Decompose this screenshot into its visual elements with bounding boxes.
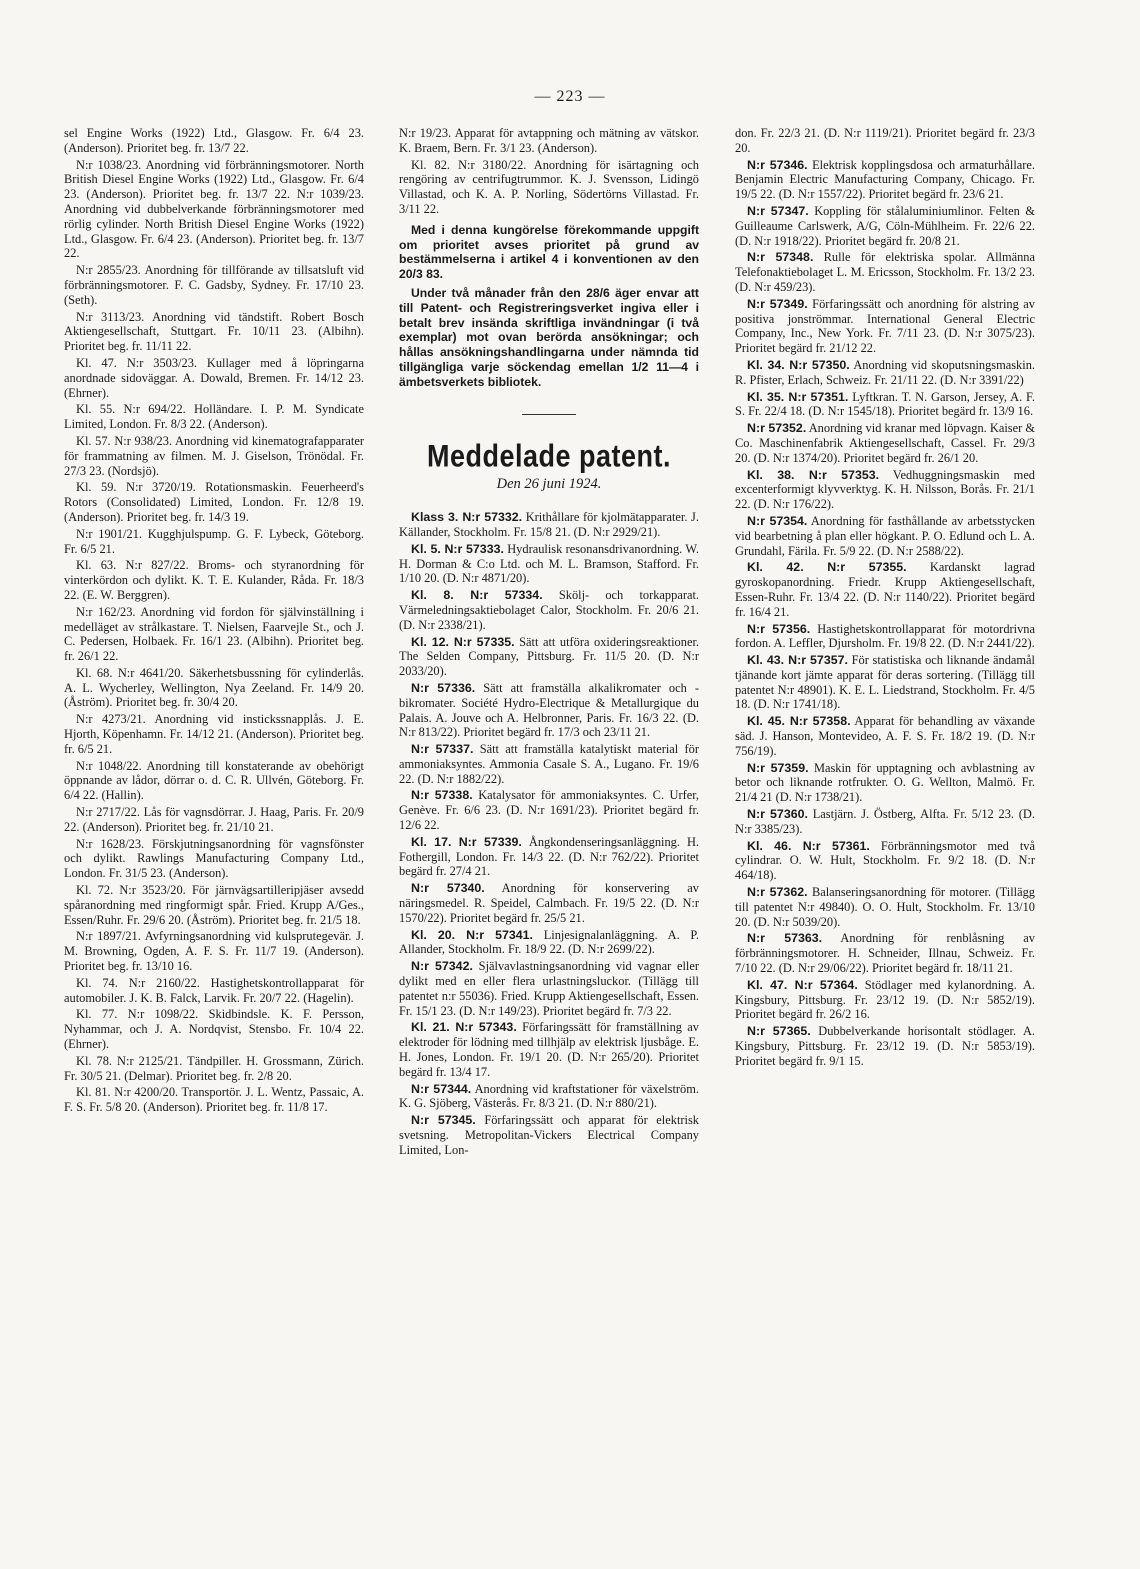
patent-number: Kl. 8. N:r 57334. bbox=[411, 588, 543, 603]
patent-entry bbox=[399, 881, 699, 925]
application-entry: Kl. 78. N:r 2125/21. Tändpiller. H. Grossmann, Zürich. Fr. 30/5 21. (Delmar). Prioritet beg. fr. 2/8 20. bbox=[64, 1053, 364, 1083]
patent-entry bbox=[399, 742, 699, 786]
application-entry: Kl. 59. N:r 3720/19. Rotationsmaskin. Feuerheerd's Rotors (Consolidated) Limited, London. Fr. 12/8 19. (Anderson). Prioritet beg. fr. 14/3 19. bbox=[64, 480, 364, 524]
column-left bbox=[64, 126, 364, 1117]
patent-number: Kl. 45. N:r 57358. bbox=[747, 714, 851, 729]
patent-entry bbox=[735, 807, 1035, 837]
patent-number: N:r 57340. bbox=[411, 881, 485, 896]
patent-description: Stödlager med kylanordning. A. Kingsbury, Pittsburg. Fr. 23/12 19. (D. N:r 5852/19). Prioritet begärd fr. 26/2 16. bbox=[735, 977, 1035, 1022]
application-entry: N:r 2855/23. Anordning för tillförande av tillsatsluft vid förbränningsmotorer. F. C. Gadsby, Sydney. Fr. 17/10 23. (Seth). bbox=[64, 263, 364, 307]
patent-entry bbox=[735, 931, 1035, 975]
patent-description: Apparat för behandling av växande säd. J. Hanson, Montevideo, A. F. S. Fr. 18/2 19. (D. N:r 756/19). bbox=[735, 714, 1036, 758]
patent-description: Lyftkran. T. N. Garson, Jersey, A. F. S. Fr. 22/4 18. (D. N:r 1545/18). Prioritet begärd fr. 13/9 16. bbox=[735, 389, 1035, 419]
patent-description: Sätt att framställa alkalikromater och -bikromater. Société Hydro-Electrique & Metallurgique du Palais. A. Jouve och A. Helbronner, Paris. Fr. 16/3 22. (D. N:r 813/22). Prioritet begärd fr. 17/3 och 23/11 21. bbox=[399, 680, 699, 740]
patent-description: Krithållare för kjolmätapparater. J. Källander, Stockholm. Fr. 15/8 21. (D. N:r 2929/21). bbox=[399, 510, 699, 539]
patent-description: Anordning vid skoputsningsmaskin. R. Pfister, Erlach, Schweiz. Fr. 21/11 22. (D. N:r 3391/22) bbox=[735, 357, 1035, 387]
patent-description: Anordning för konservering av näringsmedel. R. Speidel, Calmbach. Fr. 19/5 22. (D. N:r 1570/22). Prioritet begärd fr. 25/5 21. bbox=[399, 881, 699, 925]
patent-entry bbox=[735, 204, 1035, 248]
patent-list-middle bbox=[399, 510, 699, 1157]
patent-number: Klass 3. N:r 57332. bbox=[411, 510, 523, 525]
patent-number: N:r 57338. bbox=[411, 788, 473, 803]
patent-entry bbox=[735, 158, 1035, 202]
patent-description: Förfaringssätt för framställning av elektroder för lödning med tillhjälp av elektrisk ljusbåge. E. H. Jones, London. Fr. 19/1 20. (D. N:r 265/20). Prioritet begärd fr. 13/4 17. bbox=[399, 1020, 699, 1079]
patent-number: Kl. 42. N:r 57355. bbox=[747, 560, 907, 575]
patent-description: Ångkondenseringsanläggning. H. Fothergill, London. Fr. 14/3 22. (D. N:r 762/22). Prioritet begärd fr. 27/4 21. bbox=[399, 834, 699, 879]
patent-number: N:r 57337. bbox=[411, 742, 474, 757]
notice-paragraph: Under två månader från den 28/6 äger envar att till Patent- och Registreringsverket ingiva eller i betalt brev insända skriftliga invändningar (i två exemplar) mot ovan berörda ansökningar; och hållas ansökningshandlingarna under nämnda tid tillgängliga varje söckendag emellan 1/2 11—4 i ämbetsverkets bibliotek. bbox=[399, 285, 699, 389]
application-entry: Kl. 82. N:r 3180/22. Anordning för isärtagning och rengöring av centrifugtrummor. K. J. Svensson, Lidingö Villastad, och K. A. P. Norling, Södertörns Villastad. Fr. 3/11 22. bbox=[399, 157, 699, 216]
application-entry: N:r 1048/22. Anordning till konstaterande av obehörigt öppnande av lådor, dörrar o. d. C. R. Ullvén, Göteborg. Fr. 6/4 22. (Hallin). bbox=[64, 758, 364, 803]
application-entry: N:r 3113/23. Anordning vid tändstift. Robert Bosch Aktiengesellschaft, Stuttgart. Fr. 10/11 23. (Albihn). Prioritet beg. fr. 11/11 22. bbox=[64, 309, 364, 354]
patent-description: Dubbelverkande horisontalt stödlager. A. Kingsbury, Pittsburg. Fr. 23/12 19. (D. N:r 5853/19). Prioritet begärd fr. 9/1 15. bbox=[735, 1024, 1035, 1068]
patent-description: Skölj- och torkapparat. Värmeledningsaktiebolaget Calor, Stockholm. Fr. 20/6 21. (D. N:r 2338/21). bbox=[399, 588, 699, 632]
section-title: Meddelade patent. bbox=[426, 438, 672, 473]
patent-entry bbox=[399, 588, 699, 632]
patent-entry bbox=[399, 1020, 699, 1079]
patent-entry bbox=[735, 978, 1035, 1022]
patent-number: N:r 57363. bbox=[747, 931, 823, 946]
patent-description: Linjesignalanläggning. A. P. Allander, Stockholm. Fr. 18/9 22. (D. N:r 2699/22). bbox=[399, 927, 699, 957]
patent-entry bbox=[735, 297, 1035, 356]
patent-number: Kl. 46. N:r 57361. bbox=[747, 838, 870, 853]
patent-description: Hydraulisk resonansdrivanordning. W. H. Dorman & C:o Ltd. och M. L. Bramson, Stafford. Fr. 1/10 20. (D. N:r 4871/20). bbox=[399, 541, 699, 586]
patent-number: N:r 57362. bbox=[747, 885, 808, 900]
patent-number: N:r 57359. bbox=[747, 760, 809, 775]
application-entry: N:r 1901/21. Kugghjulspump. G. F. Lybeck, Göteborg. Fr. 6/5 21. bbox=[64, 526, 364, 556]
patent-entry bbox=[735, 1024, 1035, 1068]
patent-entry bbox=[735, 885, 1035, 929]
patent-entry bbox=[399, 1113, 699, 1157]
column-middle bbox=[399, 126, 699, 1160]
patent-entry bbox=[399, 959, 699, 1018]
section-date: Den 26 juni 1924. bbox=[496, 476, 602, 493]
patent-number: N:r 57347. bbox=[747, 203, 809, 218]
page-number: — 223 — bbox=[534, 88, 606, 105]
patent-number: Kl. 38. N:r 57353. bbox=[747, 467, 880, 482]
patent-entry bbox=[735, 468, 1035, 512]
application-entry: Kl. 55. N:r 694/22. Holländare. I. P. M. Syndicate Limited, London. Fr. 8/3 22. (Anderson). bbox=[64, 402, 364, 432]
patent-description: Sätt att framställa katalytiskt material för ammoniaksyntes. Ammonia Casale S. A., Lugano. Fr. 19/6 22. (D. N:r 1882/22). bbox=[399, 742, 699, 786]
patent-entry bbox=[735, 421, 1035, 465]
patent-entry bbox=[735, 761, 1035, 805]
patent-number: Kl. 17. N:r 57339. bbox=[411, 834, 522, 849]
patent-description: Anordning vid kraftstationer för växelström. K. G. Sjöberg, Västerås. Fr. 8/3 21. (D. N:r 880/21). bbox=[399, 1081, 699, 1111]
application-entry: Kl. 68. N:r 4641/20. Säkerhetsbussning för cylinderlås. A. L. Wycherley, Wellington, Nya Zeeland. Fr. 14/9 20. (Åström). Prioritet beg. fr. 30/4 20. bbox=[64, 665, 364, 710]
application-entry: Kl. 57. N:r 938/23. Anordning vid kinematografapparater för frammatning av filmen. M. J. Giselson, Trönödal. Fr. 27/3 23. (Nordsjö). bbox=[64, 433, 364, 478]
patent-entry bbox=[735, 358, 1035, 388]
patent-description: För statistiska och liknande ändamål tjänande kort jämte apparat för deras sortering. (Tillägg till patentet N:r 48901). K. E. L. Liedstrand, Stockholm. Fr. 4/5 18. (D. N:r 1741/18). bbox=[735, 653, 1035, 712]
patent-entry bbox=[735, 514, 1035, 558]
patent-number: N:r 57345. bbox=[411, 1113, 476, 1128]
patent-number: Kl. 47. N:r 57364. bbox=[747, 977, 858, 992]
patent-entry bbox=[735, 714, 1035, 758]
patent-number: N:r 57336. bbox=[411, 680, 476, 695]
patent-entry bbox=[735, 560, 1035, 619]
patent-description: Anordning vid kranar med löpvagn. Kaiser & Co. Maschinenfabrik Aktiengesellschaft, Cassel. Fr. 29/3 20. (D. N:r 1374/20). Prioritet begärd fr. 26/1 20. bbox=[735, 421, 1035, 465]
patent-description: Anordning för renblåsning av förbränningsmotorer. H. Schneider, Illnau, Schweiz. Fr. 7/10 22. (D. N:r 29/06/22). Prioritet begärd fr. 18/11 21. bbox=[735, 931, 1035, 976]
application-entry: Kl. 77. N:r 1098/22. Skidbindsle. K. F. Persson, Nyhammar, och J. A. Nordqvist, Stensbo. Fr. 10/4 22. (Ehrner). bbox=[64, 1007, 364, 1052]
application-entry: N:r 162/23. Anordning vid fordon för självinställning i medelläget av strålkastare. T. Nielsen, Faarvejle St., och J. C. Pedersen, Holbaek. Fr. 16/1 23. (Albihn). Prioritet beg. fr. 26/1 22. bbox=[64, 604, 364, 664]
patent-number: N:r 57352. bbox=[747, 421, 807, 436]
divider-rule bbox=[522, 414, 576, 415]
patent-entry bbox=[399, 510, 699, 540]
notice-block bbox=[399, 223, 699, 390]
patent-number: N:r 57356. bbox=[747, 621, 811, 636]
notice-paragraph: Med i denna kungörelse förekommande uppgift om prioritet avses prioritet på grund av bestämmelserna i artikel 4 i konventionen av den 20/3 83. bbox=[399, 222, 699, 282]
patent-description: Kardanskt lagrad gyroskopanordning. Friedr. Krupp Aktiengesellschaft, Essen-Ruhr. Fr. 13/4 22. (D. N:r 1140/22). Prioritet begärd fr. 16/4 21. bbox=[735, 560, 1035, 619]
application-entry: Kl. 81. N:r 4200/20. Transportör. J. L. Wentz, Passaic, A. F. S. Fr. 5/8 20. (Anderson). Prioritet beg. fr. 11/8 17. bbox=[64, 1085, 364, 1115]
patent-number: N:r 57346. bbox=[747, 157, 808, 172]
application-entry: Kl. 47. N:r 3503/23. Kullager med å löpringarna anordnade sidoväggar. A. Dowald, Bremen. Fr. 14/12 23. (Ehrner). bbox=[64, 355, 364, 400]
patent-description: Sätt att utföra oxideringsreaktioner. The Selden Company, Pittsburg. Fr. 11/5 20. (D. N:r 2033/20). bbox=[399, 634, 699, 679]
patent-description: Maskin för upptagning och avblastning av betor och liknande rotfrukter. O. G. Wellton, Malmö. Fr. 21/4 21 (D. N:r 1738/21). bbox=[735, 760, 1035, 805]
patent-entry bbox=[735, 390, 1035, 420]
patent-entry bbox=[735, 839, 1035, 883]
patent-description: Rulle för elektriska spolar. Allmänna Telefonaktiebolaget L. M. Ericsson, Stockholm. Fr. 13/2 23. (D. N:r 459/23). bbox=[735, 250, 1035, 294]
patent-number: N:r 57348. bbox=[747, 250, 814, 265]
application-entry: N:r 1897/21. Avfyrningsanordning vid kulsprutegevär. J. M. Browning, Ogden, A. F. S. Fr. 11/7 19. (Anderson). Prioritet beg. fr. 13/10 16. bbox=[64, 929, 364, 974]
patent-entry bbox=[399, 1082, 699, 1112]
patent-description: Förfaringssätt och apparat för elektrisk svetsning. Metropolitan-Vickers Electrical Company Limited, Lon- bbox=[399, 1113, 699, 1157]
application-entry: N:r 1628/23. Förskjutningsanordning för vagnsfönster och dylikt. Rawlings Manufacturing Company Ltd., London. Fr. 31/5 23. (Anderson). bbox=[64, 836, 364, 881]
patent-entry bbox=[399, 928, 699, 958]
patent-list-right bbox=[735, 158, 1035, 1069]
application-entry: N:r 1038/23. Anordning vid förbränningsmotorer. North British Diesel Engine Works (1922) Ltd., Glasgow. Fr. 6/4 23. (Anderson). Prioritet beg. fr. 13/7 22. N:r 1039/23. Anordning vid dubbelverkande förbränningsmotorer med rörlig cylinder. North British Diesel Engine Works (1922) Ltd., Glasgow. Fr. 6/4 23. (Anderson). Prioritet beg. fr. 13/7 22. bbox=[64, 157, 364, 261]
patent-number: N:r 57342. bbox=[411, 959, 473, 974]
patent-entry bbox=[735, 653, 1035, 712]
patent-number: N:r 57344. bbox=[411, 1081, 472, 1096]
patent-entry bbox=[399, 788, 699, 832]
patent-number: N:r 57354. bbox=[747, 513, 808, 528]
patent-entry bbox=[735, 250, 1035, 294]
patent-entry bbox=[735, 622, 1035, 652]
patent-number: N:r 57349. bbox=[747, 296, 808, 311]
continued-entry: don. Fr. 22/3 21. (D. N:r 1119/21). Prioritet begärd fr. 23/3 20. bbox=[735, 126, 1035, 155]
patent-description: Självavlastningsanordning vid vagnar eller dylikt med en eller flera urlastningsluckor. (Tillägg till patentet n:r 55036). Fried. Krupp Aktiengesellschaft, Essen. Fr. 15/1 23. (D. N:r 149/23). Prioritet begärd fr. 7/3 22. bbox=[399, 959, 699, 1018]
patent-number: Kl. 35. N:r 57351. bbox=[747, 389, 849, 404]
application-entry: N:r 4273/21. Anordning vid instickssnapplås. J. E. Hjorth, Köpenhamn. Fr. 14/12 21. (Anderson). Prioritet beg. fr. 6/5 21. bbox=[64, 712, 364, 756]
application-entry: Kl. 63. N:r 827/22. Broms- och styranordning för vinterkördon och dylikt. K. T. E. Kulander, Råda. Fr. 18/3 22. (E. W. Berggren). bbox=[64, 558, 364, 602]
patent-number: Kl. 34. N:r 57350. bbox=[747, 357, 850, 372]
patent-description: Anordning för fasthållande av arbetsstycken vid bearbetning å plan eller högkant. P. O. Edlund och L. A. Grundahl, Färila. Fr. 5/9 22. (D. N:r 2588/22). bbox=[735, 513, 1035, 558]
patent-description: Förfaringssätt och anordning för alstring av positiva jonströmmar. International General Electric Company, Inc., New York. Fr. 7/11 23. (D. N:r 3075/23). Prioritet begärd fr. 21/12 22. bbox=[735, 296, 1035, 356]
patent-entry bbox=[399, 635, 699, 679]
application-entry: Kl. 74. N:r 2160/22. Hastighetskontrollapparat för automobiler. J. K. B. Falck, Larvik. Fr. 20/7 22. (Hagelin). bbox=[64, 975, 364, 1005]
patent-description: Elektrisk kopplingsdosa och armaturhållare. Benjamin Electric Manufacturing Company, Chicago. Fr. 19/5 22. (D. N:r 1557/22). Prioritet begärd fr. 23/6 21. bbox=[735, 157, 1035, 202]
application-entry: N:r 19/23. Apparat för avtappning och mätning av vätskor. K. Braem, Bern. Fr. 3/1 23. (Anderson). bbox=[399, 126, 699, 155]
patent-number: N:r 57365. bbox=[747, 1024, 811, 1039]
patent-description: Koppling för stålaluminiumlinor. Felten & Guilleaume Carlswerk, A/G, Cöln-Mühlheim. Fr. 22/6 22. (D. N:r 1918/22). Prioritet begärd fr. 20/8 21. bbox=[735, 203, 1035, 248]
patent-description: Vedhuggningsmaskin med excenterformigt klyvverktyg. K. H. Nilsson, Borås. Fr. 21/1 22. (D. N:r 176/22). bbox=[735, 467, 1036, 512]
patent-number: Kl. 21. N:r 57343. bbox=[411, 1020, 517, 1035]
patent-number: Kl. 43. N:r 57357. bbox=[747, 653, 848, 668]
application-entry: Kl. 72. N:r 3523/20. För järnvägsartilleripjäser avsedd spåranordning med ringformigt spår. Fried. Krupp A/Ges., Essen/Ruhr. Fr. 29/6 20. (Åström). Prioritet beg. fr. 21/5 18. bbox=[64, 883, 364, 927]
patent-entry bbox=[399, 835, 699, 879]
patent-number: Kl. 5. N:r 57333. bbox=[411, 541, 504, 556]
patent-description: Lastjärn. J. Östberg, Alfta. Fr. 5/12 23. (D. N:r 3385/23). bbox=[735, 807, 1035, 836]
patent-entry bbox=[399, 681, 699, 740]
application-entry: sel Engine Works (1922) Ltd., Glasgow. Fr. 6/4 23. (Anderson). Prioritet beg. fr. 13/7 22. bbox=[64, 126, 364, 155]
column-right bbox=[735, 126, 1035, 1071]
patent-description: Katalysator för ammoniaksyntes. C. Urfer, Genève. Fr. 6/6 23. (D. N:r 1691/23). Prioritet begärd fr. 12/6 22. bbox=[399, 788, 699, 833]
patent-entry bbox=[399, 542, 699, 586]
patent-description: Förbränningsmotor med två cylindrar. O. W. Hult, Stockholm. Fr. 9/2 18. (D. N:r 464/18). bbox=[735, 838, 1035, 883]
patent-number: Kl. 12. N:r 57335. bbox=[411, 634, 515, 649]
application-entry: N:r 2717/22. Lås för vagnsdörrar. J. Haag, Paris. Fr. 20/9 22. (Anderson). Prioritet beg. fr. 21/10 21. bbox=[64, 805, 364, 834]
column-middle-continuation bbox=[399, 126, 699, 217]
patent-number: Kl. 20. N:r 57341. bbox=[411, 927, 533, 942]
patent-number: N:r 57360. bbox=[747, 807, 808, 822]
patent-description: Hastighetskontrollapparat för motordrivna fordon. A. Leffler, Djursholm. Fr. 19/8 22. (D. N:r 2441/22). bbox=[735, 621, 1035, 651]
patent-description: Balanseringsanordning för motorer. (Tillägg till patentet N:r 49840). O. O. Hult, Stockholm. Fr. 13/10 20. (D. N:r 5039/20). bbox=[735, 885, 1035, 929]
